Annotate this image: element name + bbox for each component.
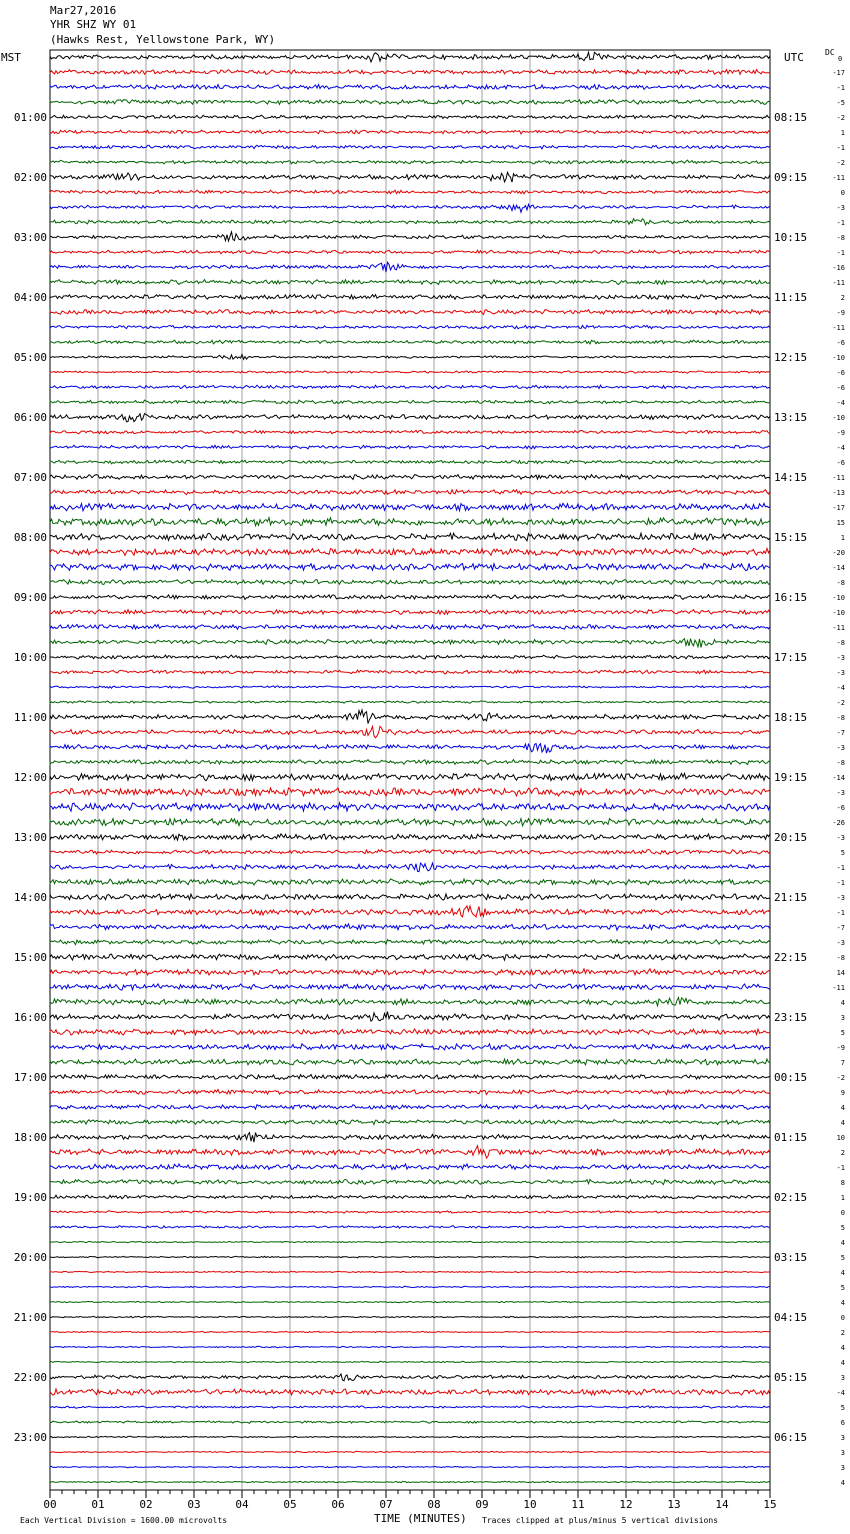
seismic-trace: [50, 1120, 770, 1125]
footer-clip-note: Traces clipped at plus/minus 5 vertical divisions: [482, 1516, 719, 1525]
dc-offset-value: 5: [840, 849, 845, 857]
dc-offset-value: -2: [836, 699, 845, 707]
seismic-trace: [50, 490, 770, 495]
dc-offset-value: -1: [836, 879, 845, 887]
dc-offset-value: -6: [836, 369, 845, 377]
dc-offset-value: -10: [832, 594, 845, 602]
left-hour-label: 11:00: [13, 711, 47, 724]
x-tick-label: 00: [43, 1498, 57, 1511]
dc-offset-value: -6: [836, 459, 845, 467]
seismic-trace: [50, 1133, 770, 1143]
left-hour-label: 22:00: [13, 1371, 47, 1384]
dc-offset-value: 2: [840, 1329, 845, 1337]
dc-offset-value: 5: [840, 1224, 845, 1232]
seismic-trace: [50, 190, 770, 194]
seismic-trace: [50, 1179, 770, 1184]
dc-offset-value: -4: [836, 444, 845, 452]
x-tick-label: 15: [763, 1498, 777, 1511]
dc-offset-value: -11: [832, 474, 845, 482]
seismic-trace: [50, 280, 770, 285]
dc-offset-value: -8: [836, 954, 845, 962]
dc-offset-value: 7: [840, 1059, 845, 1067]
dc-offset-value: 2: [840, 294, 845, 302]
right-hour-label: 02:15: [774, 1191, 808, 1204]
footer-scale-note: Each Vertical Division = 1600.00 microvolts: [20, 1516, 228, 1525]
dc-offset-value: -3: [836, 834, 845, 842]
seismic-trace: [50, 969, 770, 975]
right-hour-label: 09:15: [774, 171, 808, 184]
seismic-trace: [50, 145, 770, 149]
dc-offset-value: 5: [840, 1254, 845, 1262]
seismic-trace: [50, 503, 770, 511]
seismic-trace: [50, 625, 770, 630]
dc-offset-value: -3: [836, 789, 845, 797]
dc-offset-value: 4: [840, 999, 845, 1007]
seismic-trace: [50, 924, 770, 930]
dc-offset-value: 5: [840, 1029, 845, 1037]
x-tick-label: 02: [139, 1498, 153, 1511]
x-axis-title: TIME (MINUTES): [374, 1512, 467, 1525]
seismic-trace: [50, 1451, 770, 1452]
seismic-trace: [50, 1361, 770, 1362]
x-tick-label: 09: [475, 1498, 489, 1511]
seismic-trace: [50, 639, 770, 648]
x-tick-label: 05: [283, 1498, 297, 1511]
x-tick-label: 04: [235, 1498, 249, 1511]
left-hour-label: 10:00: [13, 651, 47, 664]
seismic-trace: [50, 1164, 770, 1170]
seismic-trace: [50, 1374, 770, 1381]
seismic-trace: [50, 906, 770, 917]
dc-offset-value: -8: [836, 234, 845, 242]
header-station: YHR SHZ WY 01: [50, 18, 137, 31]
dc-offset-value: -17: [832, 504, 845, 512]
dc-offset-value: 9: [840, 1089, 845, 1097]
dc-offset-value: -3: [836, 669, 845, 677]
dc-offset-value: 8: [840, 1179, 845, 1187]
dc-offset-value: -2: [836, 1074, 845, 1082]
seismic-trace: [50, 984, 770, 990]
dc-offset-value: -3: [836, 204, 845, 212]
right-hour-label: 17:15: [774, 651, 808, 664]
left-hour-label: 16:00: [13, 1011, 47, 1024]
right-hour-label: 04:15: [774, 1311, 808, 1324]
dc-offset-value: 4: [840, 1299, 845, 1307]
left-hour-label: 21:00: [13, 1311, 47, 1324]
dc-offset-value: 3: [840, 1464, 845, 1472]
right-hour-label: 03:15: [774, 1251, 808, 1264]
dc-offset-value: -3: [836, 654, 845, 662]
dc-offset-value: -6: [836, 804, 845, 812]
left-hour-label: 17:00: [13, 1071, 47, 1084]
dc-offset-value: -11: [832, 624, 845, 632]
seismic-trace: [50, 355, 770, 360]
dc-offset-value: -17: [832, 69, 845, 77]
dc-offset-value: 4: [840, 1359, 845, 1367]
right-hour-label: 11:15: [774, 291, 808, 304]
seismic-trace: [50, 686, 770, 688]
seismic-trace: [50, 1044, 770, 1050]
left-timezone-label: MST: [1, 51, 21, 64]
left-hour-label: 19:00: [13, 1191, 47, 1204]
x-tick-label: 11: [571, 1498, 585, 1511]
seismic-trace: [50, 701, 770, 703]
dc-offset-value: -6: [836, 384, 845, 392]
dc-offset-value: -1: [836, 1164, 845, 1172]
seismic-trace: [50, 1090, 770, 1095]
header-location: (Hawks Rest, Yellowstone Park, WY): [50, 33, 276, 46]
seismic-trace: [50, 1466, 770, 1468]
dc-offset-value: -11: [832, 984, 845, 992]
seismic-trace: [50, 1241, 770, 1242]
seismic-trace: [50, 773, 770, 780]
seismic-trace: [50, 819, 770, 826]
dc-offset-value: 3: [840, 1434, 845, 1442]
dc-offset-value: -8: [836, 714, 845, 722]
dc-offset-value: 5: [840, 1284, 845, 1292]
seismic-trace: [50, 1226, 770, 1228]
seismic-trace: [50, 834, 770, 840]
dc-offset-value: -9: [836, 309, 845, 317]
left-hour-label: 13:00: [13, 831, 47, 844]
seismic-trace: [50, 250, 770, 254]
seismic-trace: [50, 595, 770, 600]
seismic-trace: [50, 310, 770, 315]
seismic-trace: [50, 803, 770, 812]
seismic-trace: [50, 1301, 770, 1303]
seismic-trace: [50, 371, 770, 373]
dc-offset-value: -14: [832, 564, 845, 572]
dc-label: DC: [825, 48, 835, 57]
seismic-trace: [50, 172, 770, 182]
seismic-trace: [50, 460, 770, 464]
dc-offset-value: -11: [832, 279, 845, 287]
seismic-trace: [50, 445, 770, 449]
seismic-trace: [50, 232, 770, 241]
seismic-trace: [50, 400, 770, 404]
seismic-trace: [50, 849, 770, 854]
left-hour-label: 18:00: [13, 1131, 47, 1144]
seismic-trace: [50, 1271, 770, 1272]
dc-offset-value: 4: [840, 1119, 845, 1127]
seismic-trace: [50, 533, 770, 541]
seismic-trace: [50, 262, 770, 272]
dc-offset-value: -8: [836, 579, 845, 587]
right-hour-label: 05:15: [774, 1371, 808, 1384]
dc-offset-value: 4: [840, 1104, 845, 1112]
dc-offset-value: -1: [836, 864, 845, 872]
seismic-trace: [50, 670, 770, 674]
dc-offset-value: 4: [840, 1479, 845, 1487]
right-hour-label: 18:15: [774, 711, 808, 724]
dc-offset-value: -10: [832, 609, 845, 617]
dc-offset-value: -11: [832, 174, 845, 182]
dc-offset-value: 1: [840, 1194, 845, 1202]
seismic-trace: [50, 1195, 770, 1199]
right-hour-label: 19:15: [774, 771, 808, 784]
left-hour-label: 20:00: [13, 1251, 47, 1264]
dc-offset-value: -7: [836, 729, 845, 737]
dc-offset-value: 10: [836, 1134, 845, 1142]
dc-offset-value: -1: [836, 909, 845, 917]
seismic-trace: [50, 1331, 770, 1332]
dc-offset-value: -2: [836, 114, 845, 122]
seismic-trace: [50, 1406, 770, 1408]
seismic-trace: [50, 879, 770, 885]
dc-offset-value: -4: [836, 1389, 845, 1397]
seismic-trace: [50, 85, 770, 90]
x-tick-label: 14: [715, 1498, 729, 1511]
dc-offset-value: -3: [836, 894, 845, 902]
right-hour-label: 22:15: [774, 951, 808, 964]
seismic-trace: [50, 115, 770, 119]
dc-offset-value: -11: [832, 324, 845, 332]
dc-offset-value: 0: [840, 189, 845, 197]
dc-offset-value: 2: [840, 1149, 845, 1157]
seismic-trace: [50, 295, 770, 300]
seismic-trace: [50, 475, 770, 480]
seismic-trace: [50, 710, 770, 724]
dc-offset-value: -4: [836, 684, 845, 692]
dc-offset-value: -10: [832, 354, 845, 362]
seismic-trace: [50, 788, 770, 796]
dc-offset-value: -1: [836, 249, 845, 257]
seismic-trace: [50, 1256, 770, 1258]
dc-offset-value: -3: [836, 744, 845, 752]
left-hour-label: 05:00: [13, 351, 47, 364]
seismic-trace: [50, 863, 770, 872]
dc-offset-value: 1: [840, 534, 845, 542]
right-hour-label: 23:15: [774, 1011, 808, 1024]
seismic-trace: [50, 1029, 770, 1035]
dc-offset-value: -20: [832, 549, 845, 557]
dc-offset-value: 6: [840, 1419, 845, 1427]
dc-offset-value: 3: [840, 1374, 845, 1382]
seismic-trace: [50, 325, 770, 329]
x-tick-label: 13: [667, 1498, 681, 1511]
dc-offset-value: 0: [840, 1209, 845, 1217]
right-hour-label: 00:15: [774, 1071, 808, 1084]
seismic-trace: [50, 954, 770, 960]
right-hour-label: 06:15: [774, 1431, 808, 1444]
seismic-trace: [50, 580, 770, 585]
seismic-trace: [50, 100, 770, 105]
dc-offset-value: -10: [832, 414, 845, 422]
seismic-trace: [50, 1059, 770, 1065]
seismic-trace: [50, 1346, 770, 1348]
seismic-trace: [50, 340, 770, 344]
x-tick-label: 06: [331, 1498, 345, 1511]
seismic-trace: [50, 548, 770, 555]
right-hour-label: 14:15: [774, 471, 808, 484]
seismic-trace: [50, 1316, 770, 1318]
dc-offset-value: 1: [840, 129, 845, 137]
dc-offset-value: 4: [840, 1269, 845, 1277]
x-tick-label: 10: [523, 1498, 537, 1511]
seismic-trace: [50, 1012, 770, 1022]
right-hour-label: 16:15: [774, 591, 808, 604]
right-hour-label: 08:15: [774, 111, 808, 124]
dc-offset-value: -9: [836, 1044, 845, 1052]
x-tick-label: 08: [427, 1498, 441, 1511]
dc-first-value: 0: [838, 55, 843, 63]
seismic-trace: [50, 744, 770, 754]
seismic-trace: [50, 760, 770, 765]
seismic-trace: [50, 430, 770, 434]
seismic-trace: [50, 563, 770, 570]
right-hour-label: 01:15: [774, 1131, 808, 1144]
dc-offset-value: 3: [840, 1014, 845, 1022]
left-hour-label: 04:00: [13, 291, 47, 304]
right-hour-label: 21:15: [774, 891, 808, 904]
dc-offset-value: -9: [836, 429, 845, 437]
dc-offset-value: -6: [836, 339, 845, 347]
right-hour-label: 13:15: [774, 411, 808, 424]
seismic-trace: [50, 52, 770, 62]
seismic-trace: [50, 655, 770, 659]
x-tick-label: 03: [187, 1498, 201, 1511]
seismic-trace: [50, 1389, 770, 1395]
seismic-trace: [50, 204, 770, 212]
seismic-trace: [50, 414, 770, 422]
left-hour-label: 12:00: [13, 771, 47, 784]
dc-offset-value: 0: [840, 1314, 845, 1322]
seismic-trace: [50, 70, 770, 75]
dc-offset-value: -4: [836, 399, 845, 407]
seismic-trace: [50, 385, 770, 389]
seismic-trace: [50, 219, 770, 225]
dc-offset-value: -1: [836, 84, 845, 92]
seismic-trace: [50, 1075, 770, 1080]
dc-offset-value: -8: [836, 759, 845, 767]
dc-offset-value: -8: [836, 639, 845, 647]
dc-offset-value: 14: [836, 969, 845, 977]
dc-offset-value: 5: [840, 1404, 845, 1412]
left-hour-label: 15:00: [13, 951, 47, 964]
dc-offset-value: -1: [836, 144, 845, 152]
dc-offset-value: -13: [832, 489, 845, 497]
dc-offset-value: -5: [836, 99, 845, 107]
seismic-trace: [50, 894, 770, 900]
seismic-trace: [50, 130, 770, 134]
seismic-trace: [50, 518, 770, 526]
left-hour-label: 07:00: [13, 471, 47, 484]
seismic-trace: [50, 1105, 770, 1110]
seismic-trace: [50, 1146, 770, 1159]
seismic-trace: [50, 940, 770, 945]
right-hour-label: 20:15: [774, 831, 808, 844]
seismic-trace: [50, 610, 770, 615]
dc-offset-value: -2: [836, 159, 845, 167]
x-tick-label: 07: [379, 1498, 393, 1511]
dc-offset-value: -16: [832, 264, 845, 272]
seismic-trace: [50, 1286, 770, 1287]
right-hour-label: 15:15: [774, 531, 808, 544]
seismic-trace: [50, 1421, 770, 1423]
seismic-trace: [50, 1211, 770, 1213]
dc-offset-value: -3: [836, 939, 845, 947]
right-hour-label: 12:15: [774, 351, 808, 364]
left-hour-label: 06:00: [13, 411, 47, 424]
dc-offset-value: 4: [840, 1239, 845, 1247]
right-timezone-label: UTC: [784, 51, 804, 64]
dc-offset-value: -1: [836, 219, 845, 227]
seismic-trace: [50, 726, 770, 737]
left-hour-label: 01:00: [13, 111, 47, 124]
left-hour-label: 23:00: [13, 1431, 47, 1444]
seismic-trace: [50, 1436, 770, 1437]
dc-offset-value: 15: [836, 519, 845, 527]
seismic-trace: [50, 1481, 770, 1482]
dc-offset-value: -26: [832, 819, 845, 827]
right-hour-label: 10:15: [774, 231, 808, 244]
seismic-trace: [50, 998, 770, 1006]
dc-offset-value: -14: [832, 774, 845, 782]
dc-offset-value: -7: [836, 924, 845, 932]
left-hour-label: 02:00: [13, 171, 47, 184]
header-date: Mar27,2016: [50, 4, 117, 17]
left-hour-label: 03:00: [13, 231, 47, 244]
x-tick-label: 01: [91, 1498, 105, 1511]
left-hour-label: 08:00: [13, 531, 47, 544]
left-hour-label: 09:00: [13, 591, 47, 604]
left-hour-label: 14:00: [13, 891, 47, 904]
seismic-trace: [50, 160, 770, 164]
dc-offset-value: 3: [840, 1449, 845, 1457]
x-tick-label: 12: [619, 1498, 633, 1511]
dc-offset-value: 4: [840, 1344, 845, 1352]
